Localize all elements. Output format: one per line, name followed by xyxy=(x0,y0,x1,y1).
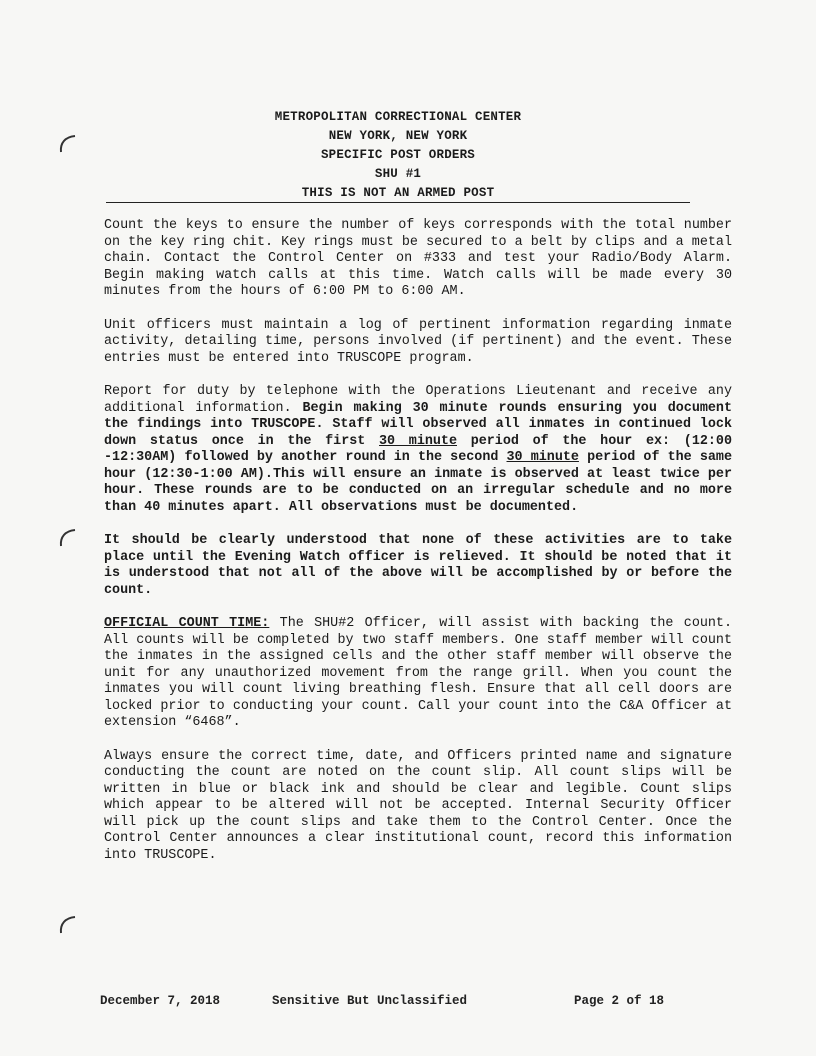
header-divider xyxy=(106,202,690,203)
rounds-intro: Report for duty by telephone with the Operations Lieutenant and receive any additional information. xyxy=(104,384,732,416)
paragraph-keys: Count the keys to ensure the number of keys corresponds with the total number on the key ring chit. Key rings must be secured to a belt by clips and a metal chain. Contact the Control Center on #333 and test your Radio/Body Alarm. Begin making watch calls at this time. Watch calls will be made every 30 minutes from the hours of 6:00 PM to 6:00 AM. xyxy=(104,218,732,299)
footer-page-number: Page 2 of 18 xyxy=(574,994,665,1008)
footer-classification: Sensitive But Unclassified xyxy=(272,994,468,1008)
rounds-bold-text: Begin making 30 minute rounds ensuring you document the findings into TRUSCOPE. Staff will observed all inmates in continued lock down status once in the first xyxy=(104,400,732,449)
header-location: NEW YORK, NEW YORK xyxy=(328,129,468,143)
paragraph-official-count xyxy=(104,616,732,732)
paragraph-rounds xyxy=(104,384,732,516)
rounds-bold-text: period of the hour ex: (12:00 -12:30AM) followed by another round in the second xyxy=(104,433,733,465)
binder-hole-mark xyxy=(58,527,78,547)
document-header xyxy=(106,108,690,203)
header-doc-type: SPECIFIC POST ORDERS xyxy=(320,148,476,162)
rounds-bold-text: period of the same hour (12:30-1:00 AM).This will ensure an inmate is observed at least twice per hour. These rounds are to be conducted on an irregular schedule and no more than 40 minutes apart. All observations must be documented. xyxy=(104,450,732,515)
paragraph-count-slip: Always ensure the correct time, date, and Officers printed name and signature conducting the count are noted on the count slip. All count slips will be written in blue or black ink and should be clear and legible. Count slips which appear to be altered will not be accepted. Internal Security Officer will pick up the count slips and take them to the Control Center. Once the Control Center announces a clear institutional count, record this information into TRUSCOPE. xyxy=(104,748,732,863)
header-armed-status: THIS IS NOT AN ARMED POST xyxy=(301,186,495,200)
official-count-heading: OFFICIAL COUNT TIME: xyxy=(104,616,270,631)
footer-date: December 7, 2018 xyxy=(100,994,221,1008)
header-post: SHU #1 xyxy=(374,167,422,181)
document-body xyxy=(104,218,732,881)
paragraph-evening-watch: It should be clearly understood that none of these activities are to take place until the Evening Watch officer is relieved. It should be noted that it is understood that not all of the above will be accomplished by or before the count. xyxy=(104,533,732,598)
paragraph-log: Unit officers must maintain a log of pertinent information regarding inmate activity, detailing time, persons involved (if pertinent) and the event. These entries must be entered into TRUSCOPE program. xyxy=(104,317,732,366)
rounds-underlined-duration: 30 minute xyxy=(506,450,579,465)
page-footer xyxy=(100,994,700,1008)
rounds-underlined-duration: 30 minute xyxy=(379,433,457,449)
header-institution: METROPOLITAN CORRECTIONAL CENTER xyxy=(274,110,522,124)
binder-hole-mark xyxy=(58,914,78,934)
binder-hole-mark xyxy=(58,133,78,153)
official-count-text: The SHU#2 Officer, will assist with backing the count. All counts will be completed by two staff members. One staff member will count the inmates in the assigned cells and the other staff member will observe the unit for any unauthorized movement from the range grill. When you count the inmates you will count living breathing flesh. Ensure that all cell doors are locked prior to conducting your count. Call your count into the C&A Officer at extension “6468”. xyxy=(104,616,733,730)
